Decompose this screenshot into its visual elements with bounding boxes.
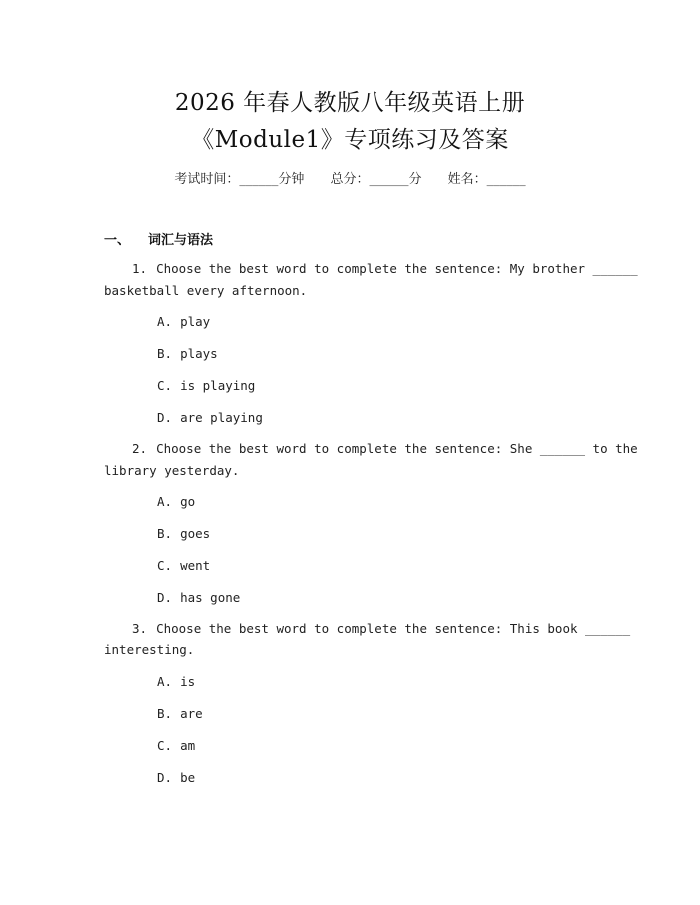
option-letter: B.: [157, 346, 173, 361]
question-1-line-2: basketball every afternoon.: [104, 283, 308, 298]
question-2-option-d: [157, 590, 240, 605]
question-1-option-b: [157, 346, 218, 361]
document-title-line-2: 《Module1》专项练习及答案: [191, 127, 509, 153]
question-number: 3.: [132, 621, 148, 636]
question-1-option-d: [157, 410, 263, 425]
option-letter: D.: [157, 410, 173, 425]
question-3-line-1: [132, 621, 631, 636]
option-letter: D.: [157, 770, 173, 785]
option-text: go: [180, 494, 196, 509]
section-number: 一、: [104, 233, 131, 248]
option-text: goes: [180, 526, 211, 541]
option-text: plays: [180, 346, 218, 361]
option-text: am: [180, 738, 196, 753]
question-2-option-c: [157, 558, 210, 573]
question-text: Choose the best word to complete the sentence: My brother ______: [156, 261, 638, 276]
question-3-option-c: [157, 738, 195, 753]
option-text: went: [180, 558, 211, 573]
option-text: has gone: [180, 590, 241, 605]
question-2-option-b: [157, 526, 210, 541]
question-3-option-b: [157, 706, 203, 721]
option-letter: D.: [157, 590, 173, 605]
total-score-field: 总分：______分: [330, 172, 422, 187]
option-letter: B.: [157, 526, 173, 541]
option-letter: B.: [157, 706, 173, 721]
exam-time-field: 考试时间：______分钟: [174, 172, 305, 187]
question-text: Choose the best word to complete the sentence: This book ______: [156, 621, 631, 636]
option-text: is: [180, 674, 196, 689]
option-letter: A.: [157, 674, 173, 689]
option-letter: C.: [157, 738, 173, 753]
question-3-option-a: [157, 674, 195, 689]
question-1-line-1: [132, 261, 638, 276]
option-letter: C.: [157, 558, 173, 573]
option-letter: C.: [157, 378, 173, 393]
question-1-option-c: [157, 378, 255, 393]
section-title: 词汇与语法: [148, 233, 214, 248]
document-title-line-1: 2026 年春人教版八年级英语上册: [174, 90, 526, 116]
section-heading: [104, 229, 213, 248]
option-text: are: [180, 706, 203, 721]
question-2-line-2: library yesterday.: [104, 463, 240, 478]
question-2-line-1: [132, 441, 638, 456]
question-3-option-d: [157, 770, 195, 785]
question-number: 1.: [132, 261, 148, 276]
option-text: is playing: [180, 378, 256, 393]
question-2-option-a: [157, 494, 195, 509]
option-letter: A.: [157, 314, 173, 329]
option-text: be: [180, 770, 196, 785]
question-3-line-2: interesting.: [104, 642, 195, 657]
option-letter: A.: [157, 494, 173, 509]
question-number: 2.: [132, 441, 148, 456]
question-text: Choose the best word to complete the sentence: She ______ to the: [156, 441, 638, 456]
question-1-option-a: [157, 314, 210, 329]
student-name-field: 姓名：______: [447, 172, 526, 187]
option-text: are playing: [180, 410, 263, 425]
exam-info: [0, 168, 700, 187]
option-text: play: [180, 314, 211, 329]
